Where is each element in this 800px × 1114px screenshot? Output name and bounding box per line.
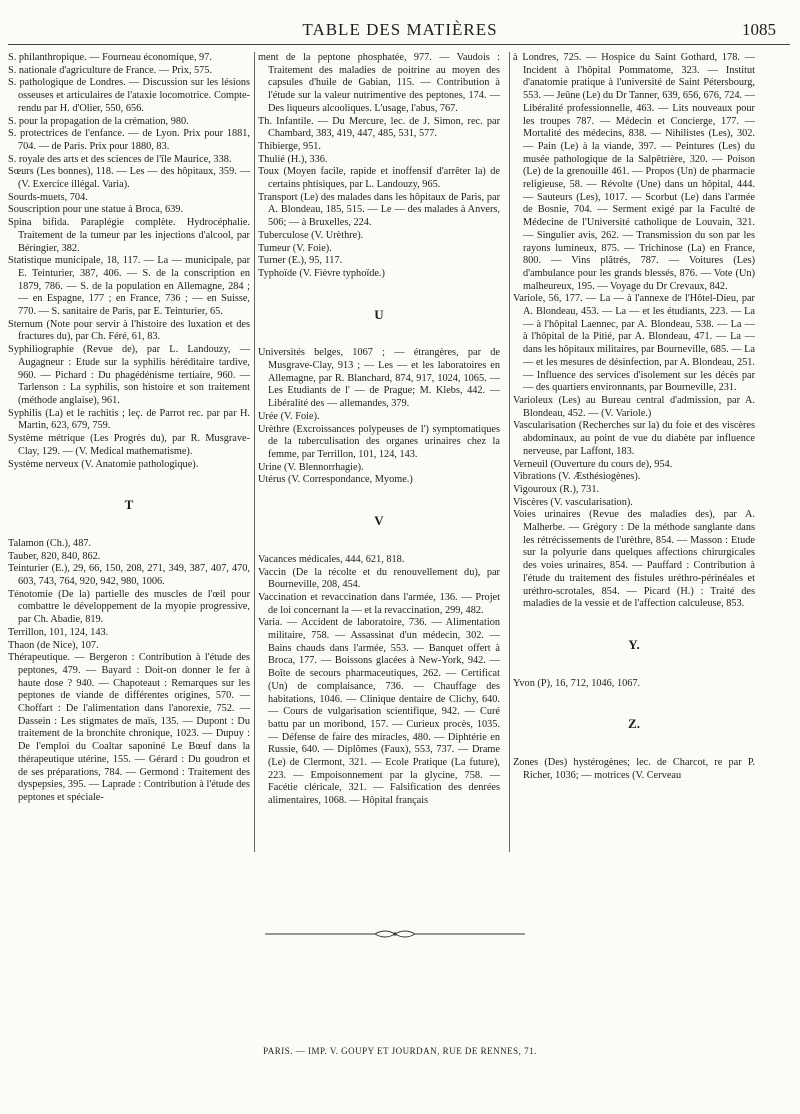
index-entry: Turner (E.), 95, 117.: [258, 255, 343, 267]
index-entry: Talamon (Ch.), 487.: [8, 537, 92, 549]
index-entry: Transport (Le) des malades dans les hôpitaux de Paris, par A. Blondeau, 185, 515. — Le — des malades à Anvers, 506; — à Bruxelles, 224.: [258, 191, 500, 229]
index-entry: Vacances médicales, 444, 621, 818.: [258, 553, 405, 565]
index-entry: Tauber, 820, 840, 862.: [8, 550, 101, 562]
section-letter-y: Y.: [628, 636, 640, 652]
index-entry: Statistique municipale, 18, 117. — La — municipale, par E. Teinturier, 387, 406. — S. de la conscription en 1879, 786. — S. de la population en Allemagne, 284 ; — en Espagne, 177 ; en France, 736 ; — en Suisse, 770. — S. sanitaire de Paris, par E. Teinturier, 65.: [8, 255, 250, 318]
index-entry: Varia. — Accident de laboratoire, 736. — Alimentation militaire, 758. — Assassinat d'un médecin, 302. — Bains chauds dans l'armée, 553. — Banquet offert à Broca, 177. — Boissons glacées à New-York, 942. — Boîte de secours pharmaceutiques, 262. — Certificat (Un) de complaisance, 736. — Chauffage des habitations, 1046. — Clinique dentaire de Clichy, 640. — Cours de vulgarisation scientifique, 942. — Curé battu par un moribond, 157. — Curieux procès, 1035. — Défense de faire des miracles, 480. — Diphtérie en Russie, 640. — Diplômes (Faux), 553, 737. — Drame (Le) de Clermont, 321. — Ecole Pratique (La future), 223. — Empoisonnement par la glycine, 758. — Facétie cléricale, 321. — Falsification des denrées alimentaires, 1068. — Hôpital français: [258, 617, 500, 807]
index-entry: S. protectrices de l'enfance. — de Lyon. Prix pour 1881, 704. — de Paris. Prix pour 1880, 83.: [8, 128, 250, 152]
index-entry: Syphiliographie (Revue de), par L. Landouzy, — Augagneur : Etude sur la syphilis héréditaire tardive, 960. — Pichard : Du phagédénisme tertiaire, 960. — Tarlenson : La syphilis, son histoire et son traitement (méthode anglaise), 961.: [8, 344, 250, 406]
index-entry: Sourds-muets, 704.: [8, 191, 88, 203]
index-entry: Système nerveux (V. Anatomie pathologique).: [8, 458, 199, 470]
ornament-divider: [265, 928, 525, 940]
index-entry: S. pathologique de Londres. — Discussion sur les lésions osseuses et articulaires de l'ataxie locomotrice. Compte-rendu par H. d'Olier, 550, 656.: [8, 77, 250, 114]
index-entry: Urine (V. Blennorrhagie).: [258, 461, 364, 473]
index-entry: Urée (V. Foie).: [258, 410, 320, 422]
section-letter-u: U: [374, 306, 384, 322]
page-number: 1085: [742, 20, 776, 39]
section-letter-z: Z.: [628, 716, 640, 732]
section-letter-t: T: [124, 497, 134, 513]
index-entry: Voies urinaires (Revue des maladies des), par A. Malherbe. — Grégory : De la méthode sanglante dans les rétrécissements de l'urèthre, 854. — Masson : Etude sur la polyurie dans quelques affections chirurgicales des voies urinaires, 854. — Pauffard : Contribution à l'étude du traitement des fistules uréthro-périnéales et uréthro-scrotales, 854. — Picard (H.) : Traité des maladies de la vessie et de l'affection calculeuse, 853.: [513, 509, 755, 610]
index-entry: Vascularisation (Recherches sur la) du foie et des viscères abdominaux, au point de vue du diabète par influence nerveuse, par Laffont, 183.: [513, 420, 755, 457]
header-rule: [8, 44, 790, 45]
index-entry: Verneuil (Ouverture du cours de), 954.: [513, 458, 673, 470]
index-entry: Souscription pour une statue à Broca, 639.: [8, 204, 184, 216]
index-entry: Thibierge, 951.: [258, 140, 322, 152]
index-entry: Sternum (Note pour servir à l'histoire des luxation et des fractures du), par Ch. Féré, 61, 83.: [8, 318, 250, 343]
index-entry: Typhoïde (V. Fièvre typhoïde.): [258, 267, 385, 279]
index-entry: Urèthre (Excroissances polypeuses de l') symptomatiques de la tuberculisation des organes urinaires chez la femme, par Terrillon, 101, 124, 143.: [258, 423, 500, 460]
index-column-3: [513, 52, 755, 782]
index-entry: Vibrations (V. Æsthésiogènes).: [513, 471, 641, 483]
index-entry: Zones (Des) hystérogènes; lec. de Charcot, re par P. Richer, 1036; — motrices (V. Cerveau: [513, 757, 755, 781]
index-entry: Système métrique (Les Progrès du), par R. Musgrave-Clay, 129. — (V. Medical mathematisme).: [8, 433, 250, 457]
index-entry: ment de la peptone phosphatée, 977. — Vaudois : Traitement des maladies de poitrine au moyen des capsules d'huile de Gabian, 115. — Contribution à l'étude sur la valeur nutrimentive des peptones, 174. — Des liqueurs alcooliques. L'usage, l'abus, 767.: [258, 52, 500, 114]
section-letter-v: V: [374, 513, 384, 529]
index-entry: Tuberculose (V. Urèthre).: [258, 229, 364, 241]
page-title: TABLE DES MATIÈRES: [302, 20, 498, 39]
index-entry: Terrillon, 101, 124, 143.: [8, 626, 109, 638]
index-entry: S. royale des arts et des sciences de l'île Maurice, 338.: [8, 153, 232, 165]
index-entry: Universités belges, 1067 ; — étrangères, par de Musgrave-Clay, 913 ; — Les — et les laboratoires en Allemagne, par R. Blanchard, 874, 917, 1024, 1065. — Les Etudiants de l' — de Prague; M. Klebs, 442. — Libéralité des — allemandes, 379.: [258, 347, 500, 410]
index-entry: Viscères (V. vascularisation).: [513, 496, 633, 508]
index-entry: Tumeur (V. Foie).: [258, 242, 332, 254]
index-entry: S. pour la propagation de la crémation, 980.: [8, 115, 189, 127]
index-entry: S. nationale d'agriculture de France. — Prix, 575.: [8, 64, 213, 76]
index-entry: Utérus (V. Correspondance, Myome.): [258, 474, 413, 486]
index-entry: Vaccin (De la récolte et du renouvellement du), par Bourneville, 208, 454.: [258, 566, 500, 591]
index-entry: Varioleux (Les) au Bureau central d'admission, par A. Blondeau, 452. — (V. Variole.): [513, 394, 755, 419]
index-entry: S. philanthropique. — Fourneau économique, 97.: [8, 52, 212, 63]
index-entry: Spina bifida. Paraplégie complète. Hydrocéphalie. Traitement de la tumeur par les injections d'alcool, par Béringier, 382.: [8, 217, 250, 254]
index-entry: Thaon (de Nice), 107.: [8, 639, 99, 651]
page-header: [0, 20, 800, 42]
printer-imprint: PARIS. — IMP. V. GOUPY ET JOURDAN, RUE DE RENNES, 71.: [263, 1046, 537, 1056]
index-entry: Toux (Moyen facile, rapide et inoffensif d'arrêter la) de certains phtisiques, par L. Landouzy, 965.: [258, 166, 500, 191]
index-entry: à Londres, 725. — Hospice du Saint Gothard, 178. — Incident à l'hôpital Pommatome, 323. — Institut d'anatomie pratique à l'université de Saint Pétersbourg, 553. — Jeûne (Le) du Dr Tanner, 639, 656, 676, 724. — Libéralité professionnelle, 463. — Lits nouveaux pour les troupes 787. — Médecin et Concierge, 177. — Mortalité des médecins, 838. — Nihilistes (Les), 302. — Pain (Le) à la viande, 397. — Peintures (Les) du musée pathologique de la Salpêtrière, 320. — Poison (Le) de la grenouille 461. — Propos (Un) de pharmacie religieuse, 58. — Révolte (Une) dans un hôpital, 444. — Sauteurs (Les), 1017. — Scorbut (Le) dans l'armée de Bosnie, 704. — Serment exigé par la Faculté de Médecine de l'Université catholique de Louvain, 321. — Singulier avis, 262. — Transmission du son par les rayons lumineux, 875. — Trichinose (La) en France, 800. — Vins plâtrés, 787. — Voitures (Les) d'ambulance pour les grands blessés, 876. — Vote (Un) malheureux, 195. — Voyage du Dr Crevaux, 842.: [513, 52, 755, 292]
index-entry: Sœurs (Les bonnes), 118. — Les — des hôpitaux, 359. — (V. Exercice illégal. Varia).: [8, 166, 250, 191]
index-entry: Vigouroux (R.), 731.: [513, 483, 600, 495]
index-entry: Thérapeutique. — Bergeron : Contribution à l'étude des peptones, 479. — Bayard : Doit-on donner le fer à haute dose ? 940. — Chapoteaut : Remarques sur les peptones de viande de différentes origines, 570. — Choffart : De l'alimentation dans l'anorexie, 752. — Dassein : Les stigmates de maïs, 135. — Dupont : Du traitement de la bronchite chronique, 1023. — Dupuy : De l'emploi du Coaltar saponiné Le Bœuf dans la thérapeutique utérine, 155. — Gérard : Du goudron et de ses préparations, 784. — Germond : Traitement des dyspepsies, 395. — Laprade : Contribution à l'étude des peptones et spéciale-: [8, 652, 250, 803]
index-columns: [8, 52, 792, 862]
index-entry: Vaccination et revaccination dans l'armée, 136. — Projet de loi concernant la — et la revaccination, 299, 482.: [258, 591, 500, 616]
column-divider: [254, 52, 255, 852]
index-entry: Variole, 56, 177. — La — à l'annexe de l'Hôtel-Dieu, par A. Blondeau, 453. — La — et les étudiants, 223. — La — à l'hôpital Laennec, par A. Blondeau, 538. — La — à l'hôpital de la Pitié, par A. Blondeau, 471. — La — dans les hôpitaux militaires, par Bourneville, 685. — La — et les mesures de désinfection, par A. Blondeau, 251. — Influence des services d'isolement sur les décès par — des quartiers environnants, par Bourneville, 231.: [513, 293, 755, 394]
index-entry: Ténotomie (De la) partielle des muscles de l'œil pour combattre le développement de la myopie progressive, par Ch. Abadie, 819.: [8, 588, 250, 626]
index-entry: Thulié (H.), 336.: [258, 153, 328, 165]
index-column-1: [8, 52, 250, 805]
index-entry: Yvon (P), 16, 712, 1046, 1067.: [513, 677, 641, 689]
index-entry: Syphilis (La) et le rachitis ; leç. de Parrot rec. par par H. Martin, 623, 679, 759.: [8, 407, 250, 432]
column-divider: [509, 52, 510, 852]
index-column-2: [258, 52, 500, 808]
index-entry: Teinturier (E.), 29, 66, 150, 208, 271, 349, 387, 407, 470, 603, 743, 764, 920, 942, 980, 1006.: [8, 563, 250, 588]
index-entry: Th. Infantile. — Du Mercure, lec. de J. Simon, rec. par Chambard, 383, 419, 447, 485, 531, 577.: [258, 115, 500, 140]
